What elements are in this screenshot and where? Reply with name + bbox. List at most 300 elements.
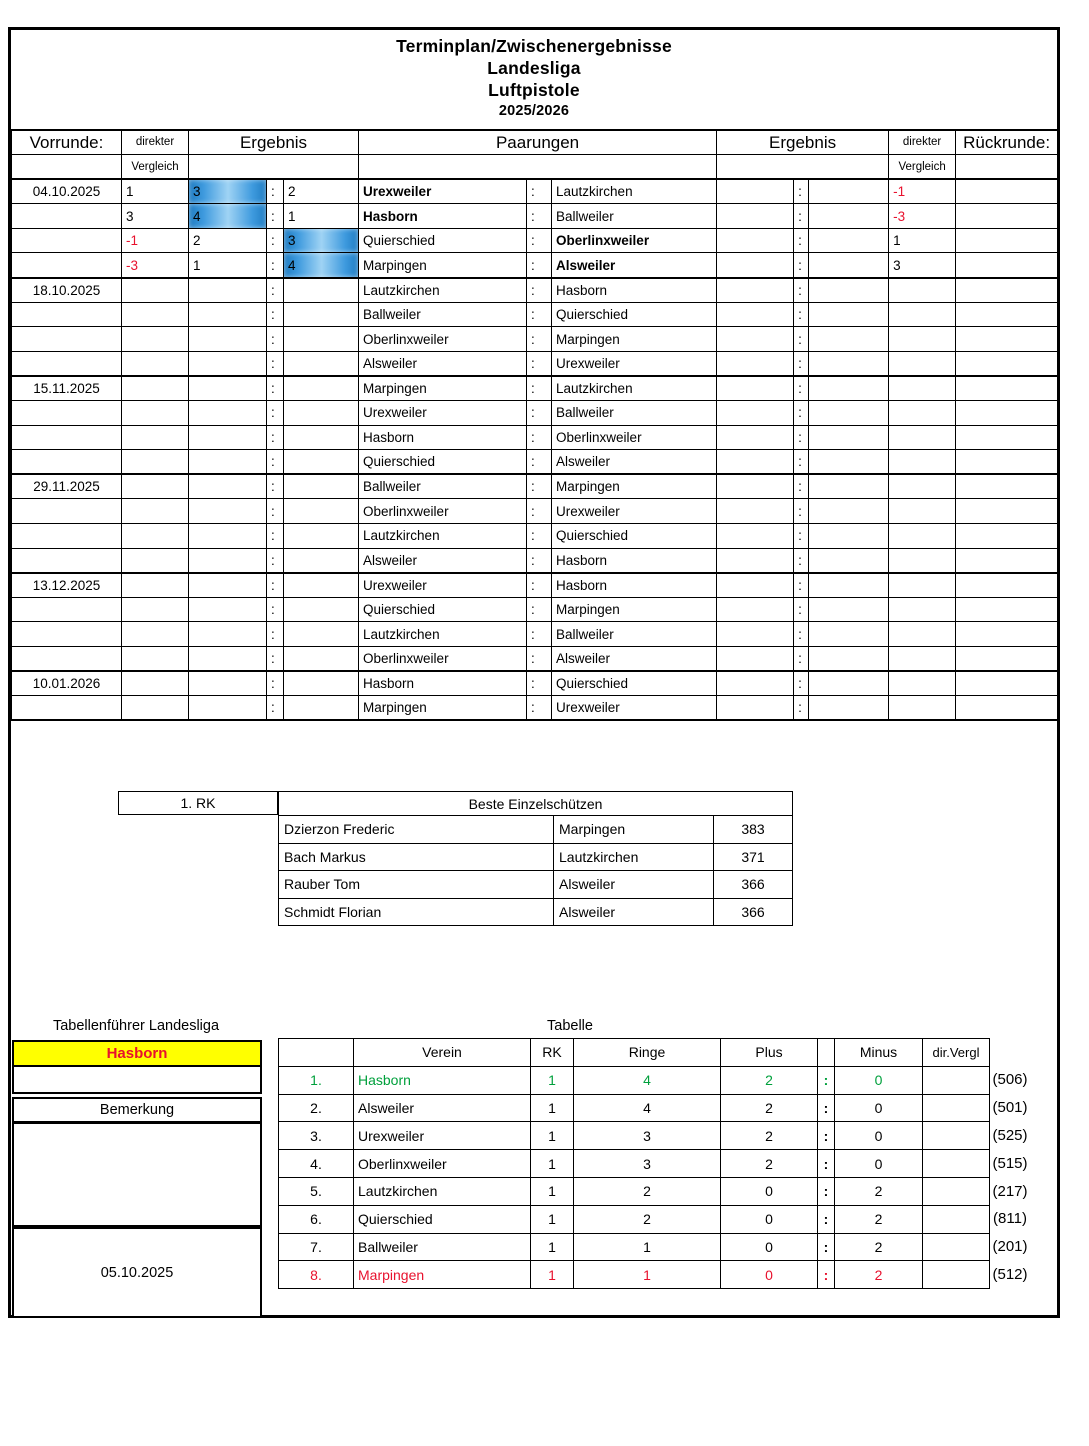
result-home-right[interactable] — [717, 548, 794, 573]
direkter-vergleich-left[interactable] — [122, 573, 189, 598]
result-colon-left: : — [267, 228, 284, 253]
result-home-left[interactable] — [189, 499, 267, 524]
direkter-vergleich-left[interactable]: -1 — [122, 228, 189, 253]
result-home-left[interactable] — [189, 696, 267, 721]
pairing-team-home: Quierschied — [359, 597, 527, 622]
result-home-right[interactable] — [717, 302, 794, 327]
result-home-right[interactable] — [717, 376, 794, 401]
result-away-right[interactable] — [809, 228, 889, 253]
pairing-team-away: Oberlinxweiler — [552, 228, 717, 253]
direkter-vergleich-right[interactable]: -1 — [889, 179, 956, 204]
match-row — [12, 228, 1058, 253]
standings-rk: 1 — [531, 1233, 574, 1261]
shooters-header-row — [279, 792, 793, 816]
rueckrunde-cell[interactable] — [956, 253, 1058, 278]
result-away-right[interactable] — [809, 302, 889, 327]
standings-plus: 0 — [721, 1261, 818, 1289]
standings-position: 6. — [279, 1205, 354, 1233]
result-away-left[interactable] — [284, 302, 359, 327]
rueckrunde-cell[interactable] — [956, 524, 1058, 549]
title-line-2: Landesliga — [487, 58, 581, 78]
result-home-left[interactable] — [189, 351, 267, 376]
standings-position: 7. — [279, 1233, 354, 1261]
direkter-vergleich-right[interactable] — [889, 622, 956, 647]
result-colon-right: : — [794, 474, 809, 499]
rueckrunde-cell[interactable] — [956, 278, 1058, 303]
result-home-left[interactable]: 1 — [189, 253, 267, 278]
direkter-vergleich-left[interactable] — [122, 499, 189, 524]
result-colon-right: : — [794, 499, 809, 524]
standings-row — [279, 1122, 990, 1150]
shooter-name: Schmidt Florian — [279, 898, 554, 926]
match-date — [12, 228, 122, 253]
shooter-name: Bach Markus — [279, 843, 554, 871]
result-home-left[interactable] — [189, 671, 267, 696]
pairing-team-home: Hasborn — [359, 671, 527, 696]
result-away-right[interactable] — [809, 351, 889, 376]
standings-extra-score: (811) — [993, 1210, 1027, 1228]
result-colon-right: : — [794, 302, 809, 327]
result-away-left[interactable] — [284, 696, 359, 721]
standings-extra-score: (506) — [992, 1071, 1028, 1089]
match-date: 29.11.2025 — [12, 474, 122, 499]
result-away-right[interactable] — [809, 376, 889, 401]
direkter-vergleich-right[interactable] — [889, 597, 956, 622]
result-away-right[interactable] — [809, 573, 889, 598]
pairing-colon: : — [527, 228, 552, 253]
shooter-score: 366 — [714, 871, 793, 899]
pairing-team-away: Lautzkirchen — [552, 376, 717, 401]
pairing-team-home: Marpingen — [359, 376, 527, 401]
standings-row — [279, 1094, 990, 1122]
standings-minus: 2 — [835, 1261, 923, 1289]
bemerkung-body[interactable] — [12, 1123, 262, 1227]
rueckrunde-cell[interactable] — [956, 597, 1058, 622]
result-colon-right: : — [794, 327, 809, 352]
result-home-right[interactable] — [717, 474, 794, 499]
pairing-team-home: Hasborn — [359, 425, 527, 450]
result-away-left[interactable] — [284, 351, 359, 376]
result-home-left[interactable] — [189, 450, 267, 475]
result-home-left[interactable] — [189, 524, 267, 549]
direkter-vergleich-left[interactable] — [122, 278, 189, 303]
result-away-right[interactable] — [809, 278, 889, 303]
standings-position: 8. — [279, 1261, 354, 1289]
direkter-vergleich-right[interactable] — [889, 351, 956, 376]
result-away-left[interactable] — [284, 474, 359, 499]
standings-col-colon — [818, 1039, 835, 1067]
leader-label: Tabellenführer Landesliga — [52, 1018, 220, 1034]
direkter-vergleich-left[interactable] — [122, 646, 189, 671]
result-away-right[interactable] — [809, 622, 889, 647]
result-away-right[interactable] — [809, 179, 889, 204]
standings-verein: Marpingen — [354, 1261, 531, 1289]
rueckrunde-cell[interactable] — [956, 401, 1058, 426]
standings-verein: Ballweiler — [354, 1233, 531, 1261]
direkter-vergleich-left[interactable] — [122, 671, 189, 696]
direkter-vergleich-right[interactable] — [889, 450, 956, 475]
pairing-team-away: Urexweiler — [552, 499, 717, 524]
shooter-name: Dzierzon Frederic — [279, 816, 554, 844]
result-colon-left: : — [267, 327, 284, 352]
result-away-right[interactable] — [809, 253, 889, 278]
result-away-left[interactable]: 3 — [284, 228, 359, 253]
result-home-right[interactable] — [717, 327, 794, 352]
result-colon-right: : — [794, 548, 809, 573]
direkter-vergleich-left[interactable]: 1 — [122, 179, 189, 204]
standings-plus: 2 — [721, 1066, 818, 1094]
result-away-right[interactable] — [809, 646, 889, 671]
direkter-vergleich-right[interactable] — [889, 376, 956, 401]
result-home-left[interactable]: 3 — [189, 179, 267, 204]
rueckrunde-cell[interactable] — [956, 327, 1058, 352]
direkter-vergleich-right[interactable]: 3 — [889, 253, 956, 278]
result-home-right[interactable] — [717, 228, 794, 253]
result-away-right[interactable] — [809, 425, 889, 450]
direkter-vergleich-right[interactable] — [889, 425, 956, 450]
direkter-vergleich-left[interactable] — [122, 696, 189, 721]
result-away-right[interactable] — [809, 696, 889, 721]
pairing-team-away: Urexweiler — [552, 696, 717, 721]
result-colon-right: : — [794, 524, 809, 549]
pairing-team-away: Quierschied — [552, 671, 717, 696]
match-row — [12, 524, 1058, 549]
rueckrunde-cell[interactable] — [956, 302, 1058, 327]
direkter-vergleich-left[interactable] — [122, 524, 189, 549]
standings-ringe: 2 — [574, 1205, 721, 1233]
pairing-team-away: Urexweiler — [552, 351, 717, 376]
direkter-vergleich-right[interactable] — [889, 401, 956, 426]
result-colon-right: : — [794, 401, 809, 426]
rk-label: 1. RK — [118, 791, 278, 815]
result-home-right[interactable] — [717, 646, 794, 671]
direkter-vergleich-left[interactable] — [122, 548, 189, 573]
result-away-right[interactable] — [809, 524, 889, 549]
direkter-vergleich-right[interactable] — [889, 573, 956, 598]
direkter-vergleich-right[interactable] — [889, 499, 956, 524]
direkter-vergleich-right[interactable] — [889, 327, 956, 352]
match-date — [12, 646, 122, 671]
result-colon-right: : — [794, 351, 809, 376]
result-colon-left: : — [267, 696, 284, 721]
match-date — [12, 622, 122, 647]
result-away-right[interactable] — [809, 671, 889, 696]
match-row — [12, 474, 1058, 499]
result-home-left[interactable] — [189, 474, 267, 499]
result-colon-left: : — [267, 302, 284, 327]
result-home-right[interactable] — [717, 696, 794, 721]
direkter-vergleich-right[interactable] — [889, 474, 956, 499]
standings-minus: 0 — [835, 1094, 923, 1122]
direkter-vergleich-left[interactable]: 3 — [122, 204, 189, 229]
result-away-left[interactable] — [284, 597, 359, 622]
result-home-left[interactable] — [189, 278, 267, 303]
result-away-right[interactable] — [809, 450, 889, 475]
pairing-colon: : — [527, 548, 552, 573]
pairing-team-away: Ballweiler — [552, 622, 717, 647]
match-row — [12, 278, 1058, 303]
direkter-vergleich-right[interactable]: -3 — [889, 204, 956, 229]
standings-extra-score: (525) — [992, 1126, 1028, 1144]
result-colon-left: : — [267, 450, 284, 475]
pairing-team-home: Oberlinxweiler — [359, 499, 527, 524]
pairing-colon: : — [527, 401, 552, 426]
result-colon-left: : — [267, 548, 284, 573]
result-colon-left: : — [267, 671, 284, 696]
result-away-left[interactable]: 2 — [284, 179, 359, 204]
result-away-left[interactable]: 4 — [284, 253, 359, 278]
header-spacer-left — [12, 155, 122, 180]
result-away-right[interactable] — [809, 474, 889, 499]
result-away-right[interactable] — [809, 327, 889, 352]
pairing-colon: : — [527, 179, 552, 204]
shooter-club: Alsweiler — [554, 871, 714, 899]
pairing-colon: : — [527, 204, 552, 229]
result-away-left[interactable] — [284, 425, 359, 450]
standings-col-verein: Verein — [354, 1039, 531, 1067]
leader-empty-box — [12, 1067, 262, 1094]
result-away-left[interactable] — [284, 499, 359, 524]
direkter-vergleich-right[interactable] — [889, 524, 956, 549]
result-home-left[interactable] — [189, 548, 267, 573]
standings-plus: 2 — [721, 1150, 818, 1178]
direkter-vergleich-right[interactable] — [889, 302, 956, 327]
result-home-left[interactable]: 2 — [189, 228, 267, 253]
direkter-vergleich-right[interactable] — [889, 671, 956, 696]
schedule-table — [11, 129, 1058, 721]
result-home-left[interactable] — [189, 597, 267, 622]
match-date — [12, 351, 122, 376]
result-home-right[interactable] — [717, 401, 794, 426]
best-shooters-table — [278, 791, 793, 926]
rueckrunde-cell[interactable] — [956, 204, 1058, 229]
rueckrunde-cell[interactable] — [956, 228, 1058, 253]
result-away-right[interactable] — [809, 401, 889, 426]
match-row — [12, 302, 1058, 327]
result-home-right[interactable] — [717, 450, 794, 475]
direkter-vergleich-left[interactable] — [122, 597, 189, 622]
result-away-right[interactable] — [809, 597, 889, 622]
standings-position: 4. — [279, 1150, 354, 1178]
standings-colon: : — [818, 1122, 835, 1150]
direkter-vergleich-right[interactable] — [889, 696, 956, 721]
result-colon-left: : — [267, 253, 284, 278]
pairing-team-away: Alsweiler — [552, 646, 717, 671]
pairing-team-away: Hasborn — [552, 573, 717, 598]
result-away-right[interactable] — [809, 548, 889, 573]
result-home-right[interactable] — [717, 499, 794, 524]
result-home-right[interactable] — [717, 351, 794, 376]
match-row — [12, 548, 1058, 573]
standings-row — [279, 1205, 990, 1233]
result-home-left[interactable] — [189, 327, 267, 352]
result-home-right[interactable] — [717, 253, 794, 278]
pairing-team-away: Ballweiler — [552, 204, 717, 229]
result-home-left[interactable] — [189, 425, 267, 450]
standings-extra-score: (501) — [992, 1099, 1028, 1117]
standings-header-row — [279, 1039, 990, 1067]
header-paarungen: Paarungen — [359, 130, 717, 155]
result-home-left[interactable] — [189, 622, 267, 647]
match-date — [12, 450, 122, 475]
standings-ringe: 2 — [574, 1177, 721, 1205]
rueckrunde-cell[interactable] — [956, 376, 1058, 401]
match-date — [12, 401, 122, 426]
standings-row — [279, 1261, 990, 1289]
pairing-colon: : — [527, 646, 552, 671]
result-away-left[interactable] — [284, 376, 359, 401]
header-vorrunde: Vorrunde: — [12, 130, 122, 155]
standings-extra-scores — [960, 1066, 1060, 1288]
rueckrunde-cell[interactable] — [956, 425, 1058, 450]
result-away-left[interactable] — [284, 646, 359, 671]
schedule-header-row-1 — [12, 130, 1058, 155]
leader-name-box: Hasborn — [12, 1040, 262, 1067]
standings-ringe: 3 — [574, 1122, 721, 1150]
direkter-vergleich-left[interactable] — [122, 474, 189, 499]
result-away-left[interactable] — [284, 401, 359, 426]
result-away-left[interactable] — [284, 278, 359, 303]
match-date — [12, 327, 122, 352]
direkter-vergleich-left[interactable] — [122, 450, 189, 475]
result-home-right[interactable] — [717, 671, 794, 696]
result-home-right[interactable] — [717, 597, 794, 622]
direkter-vergleich-left[interactable] — [122, 622, 189, 647]
match-row — [12, 253, 1058, 278]
result-away-left[interactable] — [284, 622, 359, 647]
standings-col-minus: Minus — [835, 1039, 923, 1067]
rueckrunde-cell[interactable] — [956, 474, 1058, 499]
result-away-left[interactable] — [284, 524, 359, 549]
rueckrunde-cell[interactable] — [956, 548, 1058, 573]
pairing-colon: : — [527, 524, 552, 549]
shooter-row — [279, 898, 793, 926]
result-home-right[interactable] — [717, 573, 794, 598]
pairing-team-home: Alsweiler — [359, 548, 527, 573]
standings-col-pos — [279, 1039, 354, 1067]
rueckrunde-cell[interactable] — [956, 450, 1058, 475]
shooter-row — [279, 816, 793, 844]
standings-minus: 0 — [835, 1150, 923, 1178]
standings-ringe: 4 — [574, 1066, 721, 1094]
result-home-left[interactable] — [189, 401, 267, 426]
shooter-club: Lautzkirchen — [554, 843, 714, 871]
match-date: 04.10.2025 — [12, 179, 122, 204]
standings-minus: 0 — [835, 1066, 923, 1094]
direkter-vergleich-left[interactable] — [122, 401, 189, 426]
pairing-team-away: Lautzkirchen — [552, 179, 717, 204]
direkter-vergleich-left[interactable] — [122, 327, 189, 352]
standings-extra-score: (217) — [992, 1182, 1028, 1200]
pairing-team-away: Marpingen — [552, 597, 717, 622]
bemerkung-header: Bemerkung — [12, 1097, 262, 1123]
title-line-3: Luftpistole — [488, 80, 580, 100]
standings-colon: : — [818, 1261, 835, 1289]
direkter-vergleich-right[interactable] — [889, 646, 956, 671]
standings-colon: : — [818, 1094, 835, 1122]
result-home-left[interactable]: 4 — [189, 204, 267, 229]
match-date — [12, 204, 122, 229]
result-away-left[interactable] — [284, 450, 359, 475]
pairing-team-home: Marpingen — [359, 253, 527, 278]
header-spacer-erg-right — [717, 155, 889, 180]
header-spacer-erg-left — [189, 155, 359, 180]
result-home-right[interactable] — [717, 179, 794, 204]
rueckrunde-cell[interactable] — [956, 622, 1058, 647]
match-date — [12, 696, 122, 721]
standings-colon: : — [818, 1150, 835, 1178]
rueckrunde-cell[interactable] — [956, 179, 1058, 204]
result-home-right[interactable] — [717, 278, 794, 303]
rueckrunde-cell[interactable] — [956, 499, 1058, 524]
standings-minus: 2 — [835, 1233, 923, 1261]
direkter-vergleich-left[interactable] — [122, 376, 189, 401]
pairing-team-home: Hasborn — [359, 204, 527, 229]
pairing-team-home: Urexweiler — [359, 401, 527, 426]
match-row — [12, 401, 1058, 426]
result-away-left[interactable] — [284, 573, 359, 598]
result-home-right[interactable] — [717, 425, 794, 450]
result-home-right[interactable] — [717, 524, 794, 549]
standings-row — [279, 1066, 990, 1094]
result-home-right[interactable] — [717, 622, 794, 647]
standings-position: 1. — [279, 1066, 354, 1094]
title-line-season: 2025/2026 — [498, 103, 570, 119]
direkter-vergleich-left[interactable]: -3 — [122, 253, 189, 278]
direkter-vergleich-left[interactable] — [122, 302, 189, 327]
result-home-left[interactable] — [189, 302, 267, 327]
result-away-left[interactable] — [284, 671, 359, 696]
standings-verein: Oberlinxweiler — [354, 1150, 531, 1178]
direkter-vergleich-right[interactable]: 1 — [889, 228, 956, 253]
result-colon-left: : — [267, 524, 284, 549]
shooter-score: 371 — [714, 843, 793, 871]
pairing-team-away: Ballweiler — [552, 401, 717, 426]
standings-col-ringe: Ringe — [574, 1039, 721, 1067]
match-date — [12, 425, 122, 450]
direkter-vergleich-right[interactable] — [889, 278, 956, 303]
pairing-team-away: Alsweiler — [552, 253, 717, 278]
direkter-vergleich-left[interactable] — [122, 425, 189, 450]
standings-minus: 2 — [835, 1205, 923, 1233]
standings-label: Tabelle — [547, 1018, 593, 1034]
result-home-left[interactable] — [189, 376, 267, 401]
rueckrunde-cell[interactable] — [956, 573, 1058, 598]
result-away-left[interactable]: 1 — [284, 204, 359, 229]
standings-ringe: 1 — [574, 1233, 721, 1261]
result-home-right[interactable] — [717, 204, 794, 229]
rueckrunde-cell[interactable] — [956, 351, 1058, 376]
match-row — [12, 204, 1058, 229]
direkter-vergleich-left[interactable] — [122, 351, 189, 376]
result-away-right[interactable] — [809, 499, 889, 524]
result-away-left[interactable] — [284, 327, 359, 352]
rueckrunde-cell[interactable] — [956, 646, 1058, 671]
result-colon-right: : — [794, 597, 809, 622]
match-row — [12, 597, 1058, 622]
result-away-right[interactable] — [809, 204, 889, 229]
rueckrunde-cell[interactable] — [956, 671, 1058, 696]
shooter-score: 383 — [714, 816, 793, 844]
header-spacer-right — [956, 155, 1058, 180]
result-away-left[interactable] — [284, 548, 359, 573]
rueckrunde-cell[interactable] — [956, 696, 1058, 721]
pairing-team-home: Ballweiler — [359, 474, 527, 499]
header-direkter-left: direkter — [122, 130, 189, 155]
result-home-left[interactable] — [189, 646, 267, 671]
direkter-vergleich-right[interactable] — [889, 548, 956, 573]
result-home-left[interactable] — [189, 573, 267, 598]
